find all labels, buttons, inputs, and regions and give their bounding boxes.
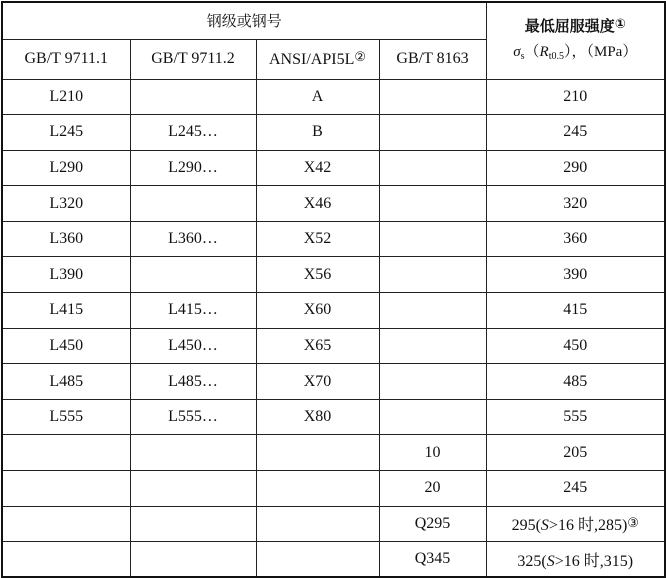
r-subscript: t0.5 — [548, 50, 564, 62]
cell-api5l: X46 — [256, 186, 379, 222]
cell-gbt-9711-2: L450… — [130, 328, 256, 364]
cell-gbt-9711-1 — [2, 542, 130, 578]
cell-gbt-8163 — [379, 186, 486, 222]
cell-api5l: B — [256, 115, 379, 151]
footnote-marker-1: ① — [614, 16, 626, 32]
cell-api5l — [256, 471, 379, 507]
cell-gbt-8163: 20 — [379, 471, 486, 507]
yield-strength-heading — [486, 2, 665, 79]
cell-gbt-9711-1: L245 — [2, 115, 130, 151]
cell-api5l: A — [256, 79, 379, 115]
cell-yield-strength: 485 — [486, 364, 665, 400]
cell-gbt-9711-1 — [2, 435, 130, 471]
column-header-api5l — [256, 39, 379, 79]
table-row — [2, 542, 665, 578]
cell-yield-strength: 290 — [486, 150, 665, 186]
unit-text: ），（MPa） — [563, 43, 638, 60]
yield-strength-title — [487, 12, 665, 39]
cell-api5l: X70 — [256, 364, 379, 400]
steel-grade-table — [1, 1, 666, 578]
cell-gbt-9711-2: L485… — [130, 364, 256, 400]
grade-group-heading: 钢级或钢号 — [2, 2, 486, 39]
cell-gbt-9711-1 — [2, 471, 130, 507]
cell-gbt-8163 — [379, 79, 486, 115]
cell-api5l: X65 — [256, 328, 379, 364]
cell-yield-strength: 245 — [486, 471, 665, 507]
sigma-symbol: σ — [513, 43, 521, 60]
yield-value-post: >16 时,285) — [548, 517, 628, 535]
cell-gbt-8163 — [379, 150, 486, 186]
cell-gbt-8163 — [379, 221, 486, 257]
cell-yield-strength: 390 — [486, 257, 665, 293]
cell-gbt-9711-1: L450 — [2, 328, 130, 364]
table-row — [2, 328, 665, 364]
table-row — [2, 293, 665, 329]
yield-value-var: S — [540, 517, 549, 535]
cell-api5l: X60 — [256, 293, 379, 329]
cell-yield-strength: 415 — [486, 293, 665, 329]
cell-api5l — [256, 542, 379, 578]
table-row — [2, 221, 665, 257]
cell-gbt-9711-2: L415… — [130, 293, 256, 329]
table-row — [2, 150, 665, 186]
cell-gbt-9711-1: L415 — [2, 293, 130, 329]
cell-gbt-9711-1: L555 — [2, 399, 130, 435]
table-row — [2, 364, 665, 400]
cell-gbt-9711-1: L210 — [2, 79, 130, 115]
cell-gbt-8163 — [379, 257, 486, 293]
table-header — [2, 2, 665, 79]
cell-yield-strength — [486, 506, 665, 542]
cell-gbt-8163: Q345 — [379, 542, 486, 578]
cell-gbt-9711-2 — [130, 186, 256, 222]
cell-yield-strength: 320 — [486, 186, 665, 222]
table-body — [2, 79, 665, 577]
table-row — [2, 115, 665, 151]
cell-gbt-9711-2: L245… — [130, 115, 256, 151]
cell-gbt-8163 — [379, 364, 486, 400]
cell-gbt-9711-2 — [130, 79, 256, 115]
yield-value-pre: 295( — [511, 517, 541, 535]
cell-yield-strength — [486, 542, 665, 578]
table-row — [2, 471, 665, 507]
table-row — [2, 186, 665, 222]
table-row — [2, 399, 665, 435]
cell-gbt-8163 — [379, 293, 486, 329]
cell-yield-strength: 205 — [486, 435, 665, 471]
cell-gbt-9711-1 — [2, 506, 130, 542]
yield-value-var: S — [546, 552, 555, 570]
column-header-gbt-9711-1: GB/T 9711.1 — [2, 39, 130, 79]
cell-gbt-8163 — [379, 328, 486, 364]
cell-yield-strength: 555 — [486, 399, 665, 435]
cell-gbt-8163 — [379, 399, 486, 435]
cell-gbt-8163: 10 — [379, 435, 486, 471]
open-paren: （ — [524, 43, 540, 60]
cell-api5l — [256, 506, 379, 542]
cell-gbt-9711-1: L360 — [2, 221, 130, 257]
cell-api5l: X80 — [256, 399, 379, 435]
cell-api5l — [256, 435, 379, 471]
table-container — [1, 1, 666, 578]
cell-api5l: X56 — [256, 257, 379, 293]
cell-gbt-9711-2: L360… — [130, 221, 256, 257]
cell-yield-strength: 360 — [486, 221, 665, 257]
yield-value-post: >16 时,315) — [554, 552, 634, 570]
cell-api5l: X52 — [256, 221, 379, 257]
api5l-label: ANSI/API5L — [269, 51, 355, 68]
yield-value-note: ③ — [627, 515, 639, 531]
table-row — [2, 257, 665, 293]
table-row — [2, 435, 665, 471]
cell-gbt-9711-2: L555… — [130, 399, 256, 435]
cell-yield-strength: 210 — [486, 79, 665, 115]
yield-strength-unit — [487, 39, 665, 70]
cell-yield-strength: 245 — [486, 115, 665, 151]
sigma-subscript: s — [520, 50, 525, 62]
footnote-marker-2: ② — [354, 49, 366, 64]
cell-gbt-9711-2 — [130, 471, 256, 507]
cell-gbt-9711-2 — [130, 542, 256, 578]
cell-api5l: X42 — [256, 150, 379, 186]
cell-gbt-9711-2: L290… — [130, 150, 256, 186]
table-row — [2, 79, 665, 115]
column-header-gbt-8163: GB/T 8163 — [379, 39, 486, 79]
cell-gbt-9711-2 — [130, 257, 256, 293]
cell-gbt-9711-1: L485 — [2, 364, 130, 400]
cell-gbt-9711-2 — [130, 435, 256, 471]
r-symbol: R — [539, 43, 549, 60]
cell-gbt-9711-1: L290 — [2, 150, 130, 186]
cell-yield-strength: 450 — [486, 328, 665, 364]
cell-gbt-9711-2 — [130, 506, 256, 542]
cell-gbt-8163: Q295 — [379, 506, 486, 542]
yield-title-text: 最低屈服强度 — [524, 16, 615, 35]
cell-gbt-8163 — [379, 115, 486, 151]
cell-gbt-9711-1: L320 — [2, 186, 130, 222]
yield-value-pre: 325( — [517, 552, 547, 570]
cell-gbt-9711-1: L390 — [2, 257, 130, 293]
column-header-gbt-9711-2: GB/T 9711.2 — [130, 39, 256, 79]
table-row — [2, 506, 665, 542]
